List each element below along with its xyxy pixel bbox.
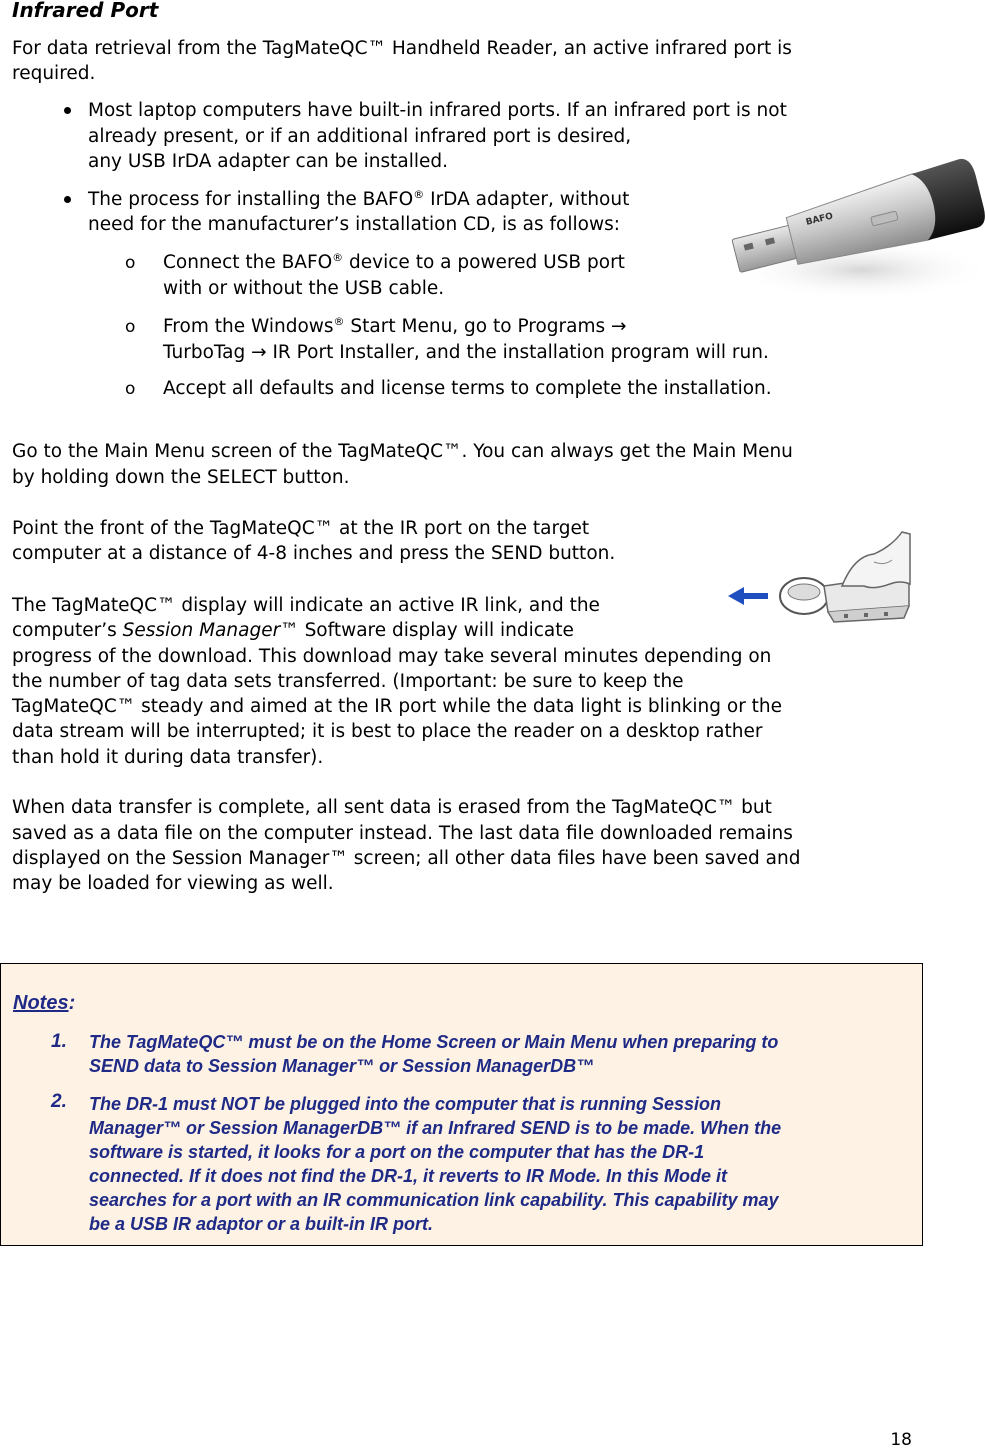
bullet-text: The process for installing the BAFO® IrDA adapter, without: [88, 188, 630, 210]
bullet-text: Most laptop computers have built-in infrared ports. If an infrared port is not: [88, 100, 787, 121]
paragraph-line: may be loaded for viewing as well.: [12, 873, 334, 894]
paragraph-line: When data transfer is complete, all sent data is erased from the TagMateQC™ but: [12, 797, 772, 818]
note-text: Manager™ or Session ManagerDB™ if an Infrared SEND is to be made. When the: [89, 1118, 782, 1138]
bullet-text: need for the manufacturer’s installation CD, is as follows:: [88, 214, 620, 235]
sub-bullet-icon: o: [125, 253, 136, 273]
note-text: connected. If it does not find the DR-1, it reverts to IR Mode. In this Mode it: [89, 1166, 728, 1186]
intro-line: For data retrieval from the TagMateQC™ Handheld Reader, an active infrared port is: [12, 38, 792, 59]
paragraph-line: computer at a distance of 4-8 inches and press the SEND button.: [12, 543, 616, 564]
paragraph-line: data stream will be interrupted; it is best to place the reader on a desktop rather: [12, 721, 763, 742]
notes-title: Notes:: [13, 992, 76, 1014]
paragraph-line: than hold it during data transfer).: [12, 747, 324, 768]
bullet-text: any USB IrDA adapter can be installed.: [88, 151, 449, 172]
paragraph-line: The TagMateQC™ display will indicate an active IR link, and the: [12, 595, 600, 616]
note-number: 1.: [51, 1031, 67, 1052]
note-text: SEND data to Session Manager™ or Session ManagerDB™: [89, 1056, 595, 1076]
notes-box: [0, 963, 923, 1246]
bullet-icon: [64, 107, 71, 114]
sub-bullet-icon: o: [125, 379, 136, 399]
usb-brand-label: BAFO: [804, 211, 835, 228]
bullet-icon: [64, 196, 71, 203]
paragraph-line: Point the front of the TagMateQC™ at the IR port on the target: [12, 518, 590, 539]
paragraph-line: computer’s Session Manager™ Software display will indicate: [12, 620, 574, 641]
sub-bullet-text: Connect the BAFO® device to a powered USB port: [163, 251, 625, 273]
ir-reader-image: [724, 526, 919, 626]
paragraph-line: progress of the download. This download may take several minutes depending on: [12, 646, 772, 667]
paragraph-line: by holding down the SELECT button.: [12, 467, 350, 488]
paragraph-line: saved as a data file on the computer instead. The last data file downloaded remains: [12, 823, 793, 844]
paragraph-line: displayed on the Session Manager™ screen; all other data files have been saved and: [12, 848, 801, 869]
section-heading: Infrared Port: [12, 0, 159, 22]
sub-bullet-text: Accept all defaults and license terms to complete the installation.: [163, 378, 772, 399]
intro-line: required.: [12, 63, 96, 84]
usb-adapter-image: [722, 140, 985, 305]
sub-bullet-text: with or without the USB cable.: [163, 278, 445, 299]
bullet-text: already present, or if an additional infrared port is desired,: [88, 126, 632, 147]
note-number: 2.: [51, 1091, 67, 1112]
note-text: software is started, it looks for a port on the computer that has the DR-1: [89, 1142, 705, 1162]
note-text: be a USB IR adaptor or a built-in IR port.: [89, 1214, 434, 1234]
page-number: 18: [890, 1430, 912, 1450]
paragraph-line: TagMateQC™ steady and aimed at the IR port while the data light is blinking or the: [12, 696, 783, 717]
paragraph-line: the number of tag data sets transferred. (Important: be sure to keep the: [12, 671, 684, 692]
sub-bullet-text: From the Windows® Start Menu, go to Programs →: [163, 315, 627, 337]
note-text: The DR-1 must NOT be plugged into the computer that is running Session: [89, 1094, 722, 1114]
sub-bullet-icon: o: [125, 317, 136, 337]
note-text: searches for a port with an IR communication link capability. This capability may: [89, 1190, 779, 1210]
sub-bullet-text: TurboTag → IR Port Installer, and the installation program will run.: [163, 342, 769, 363]
note-text: The TagMateQC™ must be on the Home Screen or Main Menu when preparing to: [89, 1032, 779, 1052]
paragraph-line: Go to the Main Menu screen of the TagMateQC™. You can always get the Main Menu: [12, 441, 793, 462]
